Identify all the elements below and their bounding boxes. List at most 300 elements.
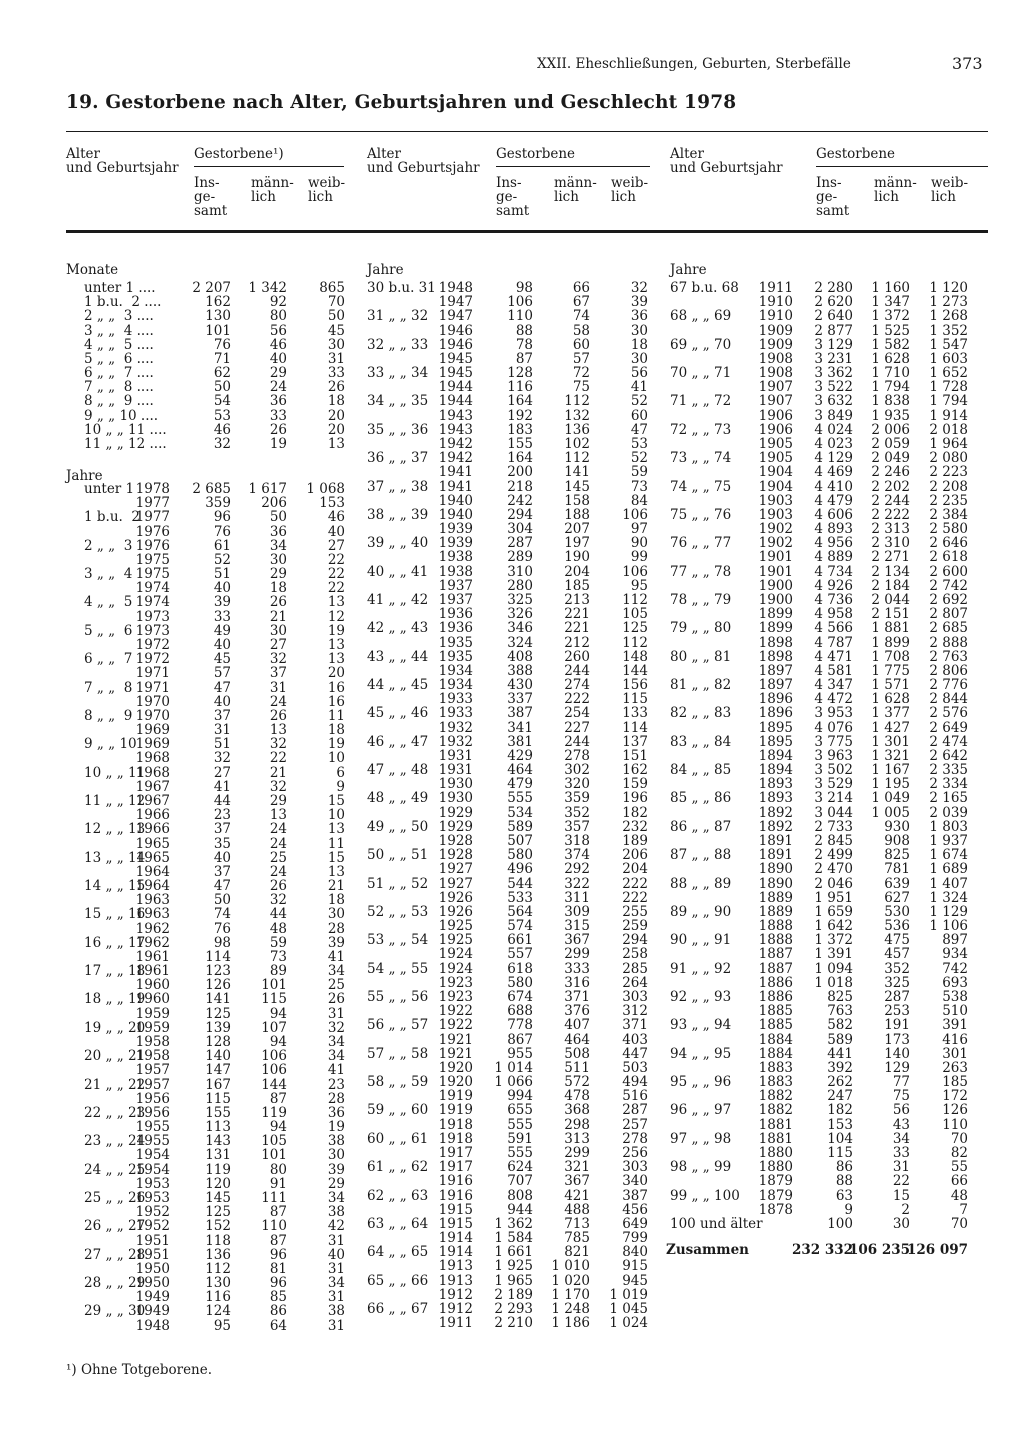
- female-cell: 1 728: [929, 379, 968, 396]
- female-cell: 26: [327, 379, 345, 396]
- female-cell: 25: [327, 977, 345, 994]
- birth-year: 1971: [135, 665, 170, 682]
- female-cell: 90: [630, 535, 648, 552]
- female-cell: 1 120: [929, 280, 968, 296]
- female-cell: 22: [327, 566, 345, 583]
- female-cell: 16: [327, 679, 345, 696]
- total-cell: 564: [507, 903, 533, 920]
- female-cell: 301: [942, 1045, 968, 1062]
- female-cell: 312: [622, 1003, 648, 1020]
- age-label: 55 „ „ 56: [367, 989, 429, 1005]
- female-cell: 42: [327, 1218, 345, 1235]
- male-cell: 1 248: [551, 1300, 590, 1317]
- female-cell: 32: [630, 280, 648, 296]
- age-label: 33 „ „ 34: [367, 365, 429, 382]
- age-label: 64 „ „ 65: [367, 1244, 429, 1261]
- total-cell: 4 472: [814, 691, 853, 708]
- table-row: [0, 522, 1024, 536]
- female-cell: 59: [630, 464, 648, 481]
- male-cell: 2 044: [871, 591, 910, 608]
- birth-year: 1919: [438, 1088, 473, 1105]
- male-cell: 37: [269, 665, 287, 682]
- table-row: [0, 506, 1024, 526]
- female-cell: 1 273: [929, 294, 968, 311]
- birth-year: 1889: [758, 903, 793, 920]
- total-cell: 3 362: [814, 365, 853, 382]
- total-cell: 101: [205, 322, 231, 339]
- age-label: 89 „ „ 90: [670, 903, 732, 920]
- male-cell: 1 881: [871, 620, 910, 637]
- birth-year: 1888: [758, 932, 793, 949]
- female-cell: 29: [327, 1175, 345, 1192]
- age-label: 75 „ „ 76: [670, 506, 732, 523]
- age-label: 7 „ „ 8: [84, 679, 133, 696]
- total-cell: 164: [507, 393, 533, 410]
- total-cell: 2 280: [814, 280, 853, 296]
- birth-year: 1951: [135, 1246, 170, 1263]
- total-cell: 707: [507, 1173, 533, 1190]
- deceased-header: Gestorbene: [816, 146, 896, 162]
- birth-year: 1925: [438, 932, 473, 949]
- female-cell: 156: [622, 677, 648, 694]
- female-cell: 50: [327, 308, 345, 325]
- age-label: 82 „ „ 83: [670, 705, 732, 722]
- total-cell: 1 584: [494, 1230, 533, 1247]
- total-cell: 47: [213, 878, 231, 895]
- male-cell: 1 582: [871, 336, 910, 353]
- female-cell: 2 334: [929, 776, 968, 793]
- age-label: 42 „ „ 43: [367, 620, 429, 637]
- birth-year: 1966: [135, 821, 170, 838]
- male-cell: 101: [261, 1147, 287, 1164]
- table-row: [0, 1201, 1024, 1221]
- age-label: 6 „ „ 7: [84, 651, 133, 668]
- total-cell: 825: [827, 989, 853, 1005]
- birth-year: 1942: [438, 435, 473, 452]
- total-cell: 53: [213, 407, 231, 424]
- birth-year: 1945: [438, 365, 473, 382]
- total-cell: 2 207: [192, 280, 231, 296]
- total-cell: 4 581: [814, 662, 853, 679]
- birth-year: 1976: [135, 523, 170, 540]
- total-cell: 2 733: [814, 818, 853, 835]
- male-cell: 110: [261, 1218, 287, 1235]
- total-cell: 50: [213, 892, 231, 909]
- birth-year: 1892: [758, 818, 793, 835]
- female-cell: 1 129: [929, 903, 968, 920]
- female-cell: 945: [622, 1272, 648, 1289]
- birth-year: 1902: [758, 521, 793, 538]
- male-cell: 359: [564, 790, 590, 807]
- total-cell: 50: [213, 379, 231, 396]
- birth-year: 1897: [758, 662, 793, 679]
- birth-year: 1945: [438, 350, 473, 367]
- birth-year: 1967: [135, 792, 170, 809]
- birth-year: 1938: [438, 549, 473, 566]
- total-cell: 124: [205, 1303, 231, 1320]
- male-cell: 1 525: [871, 322, 910, 339]
- total-cell: 76: [213, 920, 231, 937]
- female-cell: 55: [950, 1159, 968, 1176]
- female-cell: 182: [622, 804, 648, 821]
- male-cell: 204: [564, 563, 590, 580]
- male-cell: 536: [884, 918, 910, 935]
- female-cell: 48: [950, 1187, 968, 1204]
- male-cell: 190: [564, 549, 590, 566]
- birth-year: 1934: [438, 662, 473, 679]
- female-cell: 2 576: [929, 705, 968, 722]
- table-row: [0, 1059, 1024, 1079]
- total-cell: 96: [213, 509, 231, 526]
- total-cell: 763: [827, 1003, 853, 1020]
- birth-year: 1930: [438, 776, 473, 793]
- male-cell: 321: [564, 1159, 590, 1176]
- age-label: 30 b.u. 31: [367, 280, 436, 296]
- birth-year: 1899: [758, 606, 793, 623]
- male-cell: 105: [261, 1133, 287, 1150]
- birth-year: 1911: [438, 1315, 473, 1332]
- male-cell: 292: [564, 861, 590, 878]
- female-cell: 13: [327, 594, 345, 611]
- female-cell: 10: [327, 750, 345, 767]
- female-cell: 106: [622, 506, 648, 523]
- birth-year: 1929: [438, 818, 473, 835]
- male-cell: 56: [892, 1102, 910, 1119]
- total-cell: 408: [507, 648, 533, 665]
- male-cell: 1 775: [871, 662, 910, 679]
- birth-year: 1930: [438, 790, 473, 807]
- male-cell: 322: [564, 875, 590, 892]
- total-cell: 2 877: [814, 322, 853, 339]
- birth-year: 1903: [758, 506, 793, 523]
- male-cell: 96: [269, 1275, 287, 1292]
- male-cell: 213: [564, 591, 590, 608]
- birth-year: 1975: [135, 566, 170, 583]
- birth-year: 1957: [135, 1062, 170, 1079]
- female-cell: 66: [950, 1173, 968, 1190]
- female-cell: 13: [327, 863, 345, 880]
- birth-year: 1967: [135, 778, 170, 795]
- age-label: 35 „ „ 36: [367, 421, 429, 438]
- male-cell: 2: [901, 1201, 910, 1218]
- total-cell: 167: [205, 1076, 231, 1093]
- total-cell: 289: [507, 549, 533, 566]
- age-label: 27 „ „ 28: [84, 1246, 146, 1263]
- birth-year: 1895: [758, 733, 793, 750]
- age-label: 16 „ „ 17: [84, 934, 146, 951]
- female-cell: 1 068: [306, 481, 345, 497]
- birth-year: 1935: [438, 634, 473, 651]
- female-cell: 15: [327, 849, 345, 866]
- total-cell: 110: [507, 308, 533, 325]
- total-cell: 88: [515, 322, 533, 339]
- birth-year: 1931: [438, 762, 473, 779]
- female-cell: 28: [327, 920, 345, 937]
- male-cell: 2 246: [871, 464, 910, 481]
- total-cell: 280: [507, 577, 533, 594]
- age-label: 84 „ „ 85: [670, 762, 732, 779]
- age-label: 13 „ „ 14: [84, 849, 146, 866]
- total-cell: 76: [213, 523, 231, 540]
- birth-year: 1962: [135, 920, 170, 937]
- male-cell: 908: [884, 833, 910, 850]
- male-cell: 101: [261, 977, 287, 994]
- total-cell: 557: [507, 946, 533, 963]
- male-cell: 80: [269, 308, 287, 325]
- age-header: Alter und Geburtsjahr: [66, 146, 179, 176]
- age-label: 83 „ „ 84: [670, 733, 732, 750]
- male-cell: 2 271: [871, 549, 910, 566]
- female-cell: 13: [327, 821, 345, 838]
- age-label: 34 „ „ 35: [367, 393, 429, 410]
- total-cell: 1 066: [494, 1074, 533, 1091]
- birth-year: 1898: [758, 648, 793, 665]
- age-label: 11 „ „ 12: [84, 792, 146, 809]
- male-cell: 75: [572, 379, 590, 396]
- birth-year: 1964: [135, 863, 170, 880]
- male-cell: 24: [269, 693, 287, 710]
- female-cell: 1 603: [929, 350, 968, 367]
- female-cell: 510: [942, 1003, 968, 1020]
- birth-year: 1928: [438, 833, 473, 850]
- female-cell: 1 803: [929, 818, 968, 835]
- male-cell: 46: [269, 336, 287, 353]
- male-cell: 1 571: [871, 677, 910, 694]
- female-cell: 18: [327, 892, 345, 909]
- male-cell: 311: [564, 889, 590, 906]
- male-cell: 24: [269, 821, 287, 838]
- age-header: Alter und Geburtsjahr: [670, 146, 783, 176]
- female-cell: 95: [630, 577, 648, 594]
- male-cell: 144: [261, 1076, 287, 1093]
- birth-year: 1922: [438, 1003, 473, 1020]
- section-years: Jahre: [66, 468, 103, 484]
- total-cell: 808: [507, 1187, 533, 1204]
- female-cell: 2 474: [929, 733, 968, 750]
- male-cell: 488: [564, 1201, 590, 1218]
- total-cell: 27: [213, 764, 231, 781]
- total-cell: 479: [507, 776, 533, 793]
- male-cell: 24: [269, 379, 287, 396]
- female-cell: 2 888: [929, 634, 968, 651]
- total-cell: 1 661: [494, 1244, 533, 1261]
- table-row: [0, 889, 1024, 909]
- female-cell: 125: [622, 620, 648, 637]
- female-cell: 934: [942, 946, 968, 963]
- female-cell: 114: [622, 719, 648, 736]
- section-months: Monate: [66, 262, 119, 278]
- male-cell: 94: [269, 1034, 287, 1051]
- male-cell: 115: [261, 991, 287, 1008]
- female-cell: 2 806: [929, 662, 968, 679]
- female-cell: 538: [942, 989, 968, 1005]
- age-label: 2 „ „ 3 ....: [84, 308, 154, 325]
- female-cell: 285: [622, 960, 648, 977]
- table-row: [0, 662, 1024, 682]
- female-cell: 10: [327, 807, 345, 824]
- birth-year: 1904: [758, 478, 793, 495]
- birth-year: 1950: [135, 1260, 170, 1277]
- male-cell: 821: [564, 1244, 590, 1261]
- male-cell: 29: [269, 365, 287, 382]
- male-cell: 309: [564, 903, 590, 920]
- male-cell: 1 838: [871, 393, 910, 410]
- birth-year: 1954: [135, 1147, 170, 1164]
- male-cell: 1 321: [871, 747, 910, 764]
- female-cell: 41: [327, 948, 345, 965]
- female-cell: 340: [622, 1173, 648, 1190]
- male-cell: 221: [564, 620, 590, 637]
- birth-year: 1916: [438, 1187, 473, 1204]
- female-cell: 38: [327, 1303, 345, 1320]
- male-cell: 212: [564, 634, 590, 651]
- female-cell: 31: [327, 1289, 345, 1306]
- total-cell: 32: [213, 750, 231, 767]
- female-cell: 516: [622, 1088, 648, 1105]
- female-cell: 159: [622, 776, 648, 793]
- table-row: [0, 338, 1024, 352]
- birth-year: 1906: [758, 407, 793, 424]
- total-cell: 136: [205, 1246, 231, 1263]
- birth-year: 1932: [438, 719, 473, 736]
- female-cell: 1 106: [929, 918, 968, 935]
- birth-year: 1976: [135, 537, 170, 554]
- female-cell: 2 742: [929, 577, 968, 594]
- female-cell: 2 646: [929, 535, 968, 552]
- birth-year: 1887: [758, 960, 793, 977]
- female-cell: 20: [327, 421, 345, 438]
- female-cell: 371: [622, 1017, 648, 1034]
- birth-year: 1936: [438, 620, 473, 637]
- age-label: 78 „ „ 79: [670, 591, 732, 608]
- female-cell: 13: [327, 651, 345, 668]
- total-cell: 4 469: [814, 464, 853, 481]
- female-cell: 23: [327, 1076, 345, 1093]
- age-label: 23 „ „ 24: [84, 1133, 146, 1150]
- female-cell: 447: [622, 1045, 648, 1062]
- total-cell: 944: [507, 1201, 533, 1218]
- female-cell: 144: [622, 662, 648, 679]
- total-cell: 2 470: [814, 861, 853, 878]
- birth-year: 1978: [135, 481, 170, 497]
- male-cell: 2 006: [871, 421, 910, 438]
- birth-year: 1894: [758, 762, 793, 779]
- birth-year: 1929: [438, 804, 473, 821]
- male-header: männ- lich: [874, 175, 917, 205]
- birth-year: 1895: [758, 719, 793, 736]
- male-cell: 33: [892, 1144, 910, 1161]
- age-label: 20 „ „ 21: [84, 1048, 146, 1065]
- birth-year: 1977: [135, 495, 170, 512]
- age-label: 18 „ „ 19: [84, 991, 146, 1008]
- female-cell: 30: [630, 322, 648, 339]
- male-cell: 627: [884, 889, 910, 906]
- female-cell: 52: [630, 393, 648, 410]
- female-cell: 15: [327, 792, 345, 809]
- female-cell: 148: [622, 648, 648, 665]
- table-row: [0, 747, 1024, 767]
- total-cell: 37: [213, 821, 231, 838]
- total-header: Ins- ge- samt: [194, 175, 228, 219]
- birth-year: 1939: [438, 535, 473, 552]
- male-cell: 44: [269, 906, 287, 923]
- male-cell: 24: [269, 835, 287, 852]
- age-label: 15 „ „ 16: [84, 906, 146, 923]
- birth-year: 1894: [758, 747, 793, 764]
- female-cell: 70: [950, 1215, 968, 1232]
- total-cell: 326: [507, 606, 533, 623]
- total-cell: 128: [507, 365, 533, 382]
- birth-year: 1905: [758, 450, 793, 467]
- female-cell: 153: [319, 495, 345, 512]
- total-cell: 4 956: [814, 535, 853, 552]
- total-cell: 582: [827, 1017, 853, 1034]
- total-cell: 1 018: [814, 974, 853, 991]
- female-cell: 6: [336, 764, 345, 781]
- table-row: [0, 933, 1024, 947]
- male-cell: 26: [269, 421, 287, 438]
- birth-year: 1878: [758, 1201, 793, 1218]
- total-cell: 304: [507, 521, 533, 538]
- male-cell: 254: [564, 705, 590, 722]
- female-cell: 105: [622, 606, 648, 623]
- birth-year: 1914: [438, 1230, 473, 1247]
- total-cell: 1 362: [494, 1215, 533, 1232]
- total-cell: 2 499: [814, 847, 853, 864]
- total-cell: 2 210: [494, 1315, 533, 1332]
- birth-year: 1938: [438, 563, 473, 580]
- male-cell: 32: [269, 736, 287, 753]
- table-row: [0, 352, 1024, 366]
- birth-year: 1892: [758, 804, 793, 821]
- total-cell: 39: [213, 594, 231, 611]
- birth-year: 1911: [758, 280, 793, 296]
- total-cell: 37: [213, 707, 231, 724]
- female-cell: 259: [622, 918, 648, 935]
- male-cell: 197: [564, 535, 590, 552]
- age-header: Alter und Geburtsjahr: [367, 146, 480, 176]
- table-row: [0, 706, 1024, 720]
- header-bottom-rule: [66, 230, 988, 233]
- male-cell: 2 310: [871, 535, 910, 552]
- birth-year: 1948: [135, 1317, 170, 1334]
- age-label: 3 „ „ 4: [84, 566, 133, 583]
- age-label: 48 „ „ 49: [367, 790, 429, 807]
- table-row: [0, 1045, 1024, 1065]
- birth-year: 1953: [135, 1175, 170, 1192]
- female-cell: 2 685: [929, 620, 968, 637]
- deceased-header: Gestorbene: [496, 146, 576, 162]
- birth-year: 1884: [758, 1031, 793, 1048]
- birth-year: 1972: [135, 651, 170, 668]
- male-cell: 60: [572, 336, 590, 353]
- birth-year: 1881: [758, 1130, 793, 1147]
- birth-year: 1960: [135, 977, 170, 994]
- birth-year: 1901: [758, 549, 793, 566]
- age-label: 54 „ „ 55: [367, 960, 429, 977]
- age-label: unter 1 ....: [84, 280, 156, 296]
- total-cell: 23: [213, 807, 231, 824]
- female-cell: 1 937: [929, 833, 968, 850]
- male-cell: 73: [269, 948, 287, 965]
- total-cell: 74: [213, 906, 231, 923]
- age-label: 8 „ „ 9 ....: [84, 393, 154, 410]
- male-cell: 107: [261, 1019, 287, 1036]
- table-row: [0, 550, 1024, 564]
- male-cell: 111: [261, 1190, 287, 1206]
- male-cell: 298: [564, 1116, 590, 1133]
- male-cell: 136: [564, 421, 590, 438]
